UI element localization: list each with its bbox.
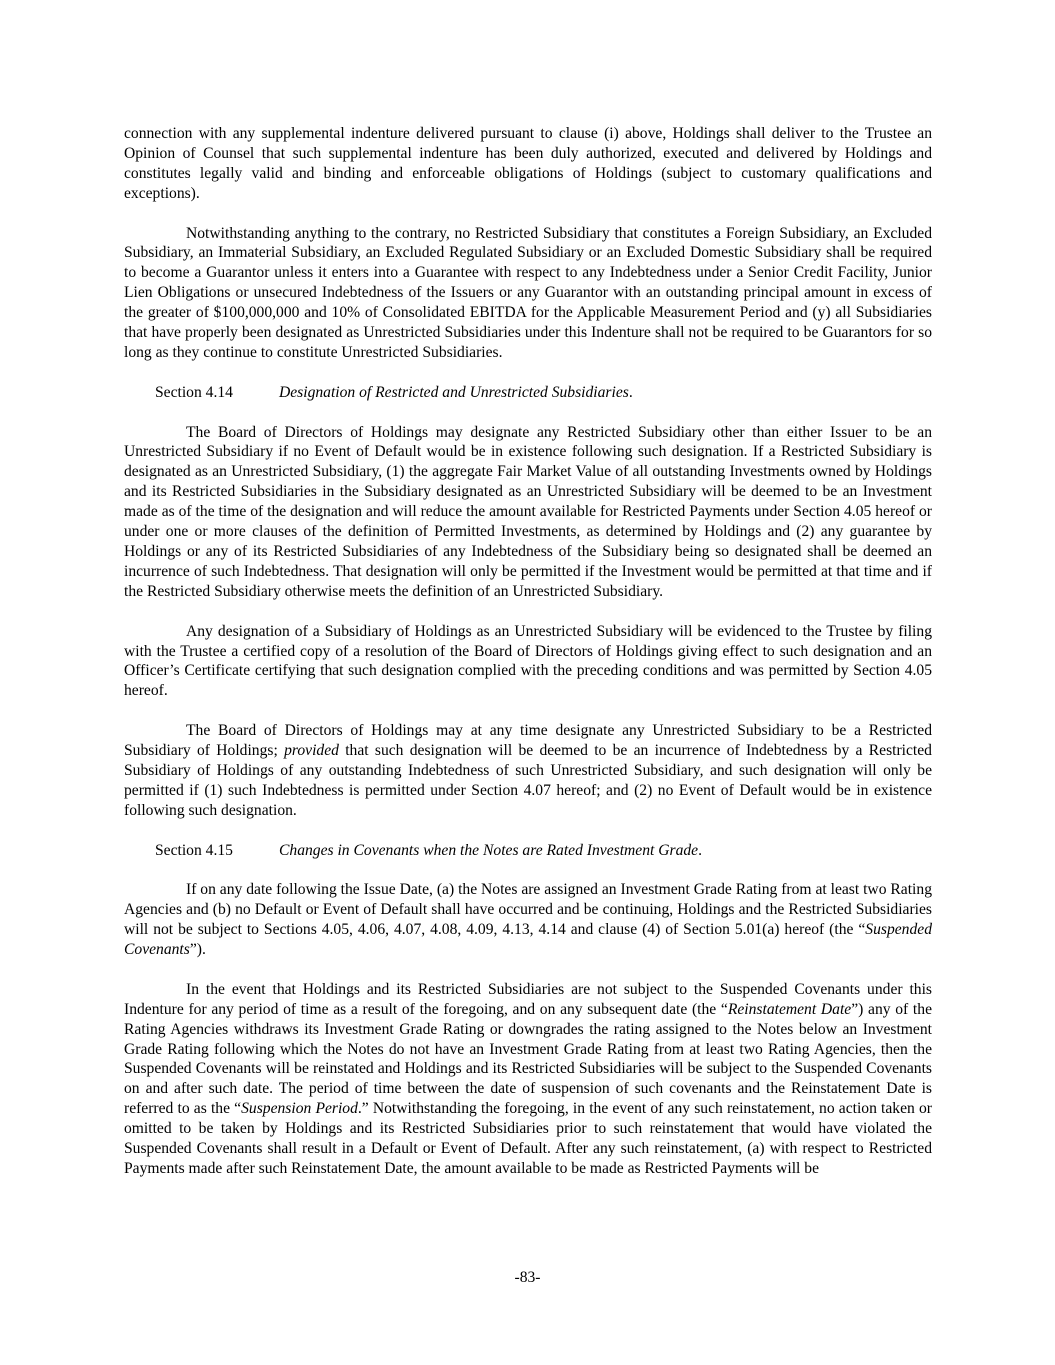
text-run-italic: provided <box>284 742 339 760</box>
text-run: If on any date following the Issue Date, (a) the Notes are assigned an Investment Grade Rating from at least two Rating Agencies and (b) no Default or Event of Default shall have occurred and be continuing, Holdings and the Restricted Subsidiaries will not be subject to Sections 4.05, 4.06, 4.07, 4.08, 4.09, 4.13, 4.14 and clause (4) of Section 5.01(a) hereof (the “ <box>124 881 932 939</box>
paragraph-investment-grade <box>124 880 932 960</box>
text-run-italic: Suspension Period <box>241 1100 358 1118</box>
text-run: The Board of Directors of Holdings may at any time designate any Unrestricted Subsidiary to be a Restricted Subsidiary of Holdings; <box>124 722 932 760</box>
text-run: that such designation will be deemed to be an incurrence of Indebtedness by a Restricted Subsidiary of Holdings of any outstanding Indebtedness of such Unrestricted Subsidiary, and such designation will only be permitted if (1) such Indebtedness is permitted under Section 4.07 hereof; and (2) no Event of Default would be in existence following such designation. <box>124 742 932 819</box>
section-title-punct: . <box>628 383 633 401</box>
text-run: In the event that Holdings and its Restricted Subsidiaries are not subject to the Suspended Covenants under this Indenture for any period of time as a result of the foregoing, and on any subsequent date (the “ <box>124 980 932 1018</box>
section-title-punct: . <box>698 841 702 859</box>
section-heading-4-15 <box>124 841 932 861</box>
section-heading-4-14 <box>124 383 932 403</box>
section-title: Changes in Covenants when the Notes are Rated Investment Grade <box>279 841 699 859</box>
paragraph-board-designation: The Board of Directors of Holdings may designate any Restricted Subsidiary other than either Issuer to be an Unrestricted Subsidiary if no Event of Default would be in existence following such designation. If a Restricted Subsidiary is designated as an Unrestricted Subsidiary, (1) the aggregate Fair Market Value of all outstanding Investments owned by Holdings and its Restricted Subsidiaries in the Subsidiary designated as an Unrestricted Subsidiary will be deemed to be an Investment made as of the time of the designation and will reduce the amount available for Restricted Payments under Section 4.05 hereof or under one or more clauses of the definition of Permitted Investments, as determined by Holdings and (2) any guarantee by Holdings or any of its Restricted Subsidiaries of any Indebtedness of the Subsidiary being so designated shall be deemed an incurrence of such Indebtedness. That designation will only be permitted if the Investment would be permitted at that time and if the Restricted Subsidiary otherwise meets the definition of an Unrestricted Subsidiary. <box>124 423 932 600</box>
section-title: Designation of Restricted and Unrestricted Subsidiaries <box>279 383 629 401</box>
paragraph-designation-evidence: Any designation of a Subsidiary of Holdings as an Unrestricted Subsidiary will be evidenced to the Trustee by filing with the Trustee a certified copy of a resolution of the Board of Directors of Holdings giving effect to such designation and an Officer’s Certificate certifying that such designation complied with the preceding conditions and was permitted by Section 4.05 hereof. <box>124 622 932 700</box>
document-page <box>124 124 932 1199</box>
text-run: .” Notwithstanding the foregoing, in the event of any such reinstatement, no action taken or omitted to be taken by Holdings and its Restricted Subsidiaries prior to such reinstatement that would have violated the Suspended Covenants shall result in a Default or Event of Default. After any such reinstatement, (a) with respect to Restricted Payments made after such Reinstatement Date, the amount available to be made as Restricted Payments will be <box>124 1100 932 1177</box>
section-number: Section 4.15 <box>155 841 233 859</box>
text-run-italic: Reinstatement Date <box>727 1000 852 1018</box>
text-run: ”) any of the Rating Agencies withdraws its Investment Grade Rating or downgrades the rating assigned to the Notes below an Investment Grade Rating following which the Notes do not have an Investment Grade Rating from at least two Rating Agencies, then the Suspended Covenants will be reinstated and Holdings and its Restricted Subsidiaries will be subject to the Suspended Covenants on and after such date. The period of time between the date of suspension of such covenants and the Reinstatement Date is referred to as the “ <box>124 1000 932 1118</box>
paragraph-reinstatement <box>124 980 932 1179</box>
text-run-italic: Suspended Covenants <box>124 921 932 959</box>
paragraph-guarantor-exceptions: Notwithstanding anything to the contrary, no Restricted Subsidiary that constitutes a Foreign Subsidiary, an Excluded Subsidiary, an Immaterial Subsidiary, an Excluded Regulated Subsidiary or an Excluded Domestic Subsidiary shall be required to become a Guarantor unless it enters into a Guarantee with respect to any Indebtedness under a Senior Credit Facility, Junior Lien Obligations or unsecured Indebtedness of the Issuers or any Guarantor with an outstanding principal amount in excess of the greater of $100,000,000 and 10% of Consolidated EBITDA for the Applicable Measurement Period and (y) all Subsidiaries that have properly been designated as Unrestricted Subsidiaries under this Indenture shall not be required to be Guarantors for so long as they continue to constitute Unrestricted Subsidiaries. <box>124 224 932 361</box>
paragraph-redesignation <box>124 721 932 821</box>
section-number: Section 4.14 <box>155 383 233 401</box>
text-run: ”). <box>189 941 206 959</box>
page-number: -83- <box>514 1269 541 1286</box>
paragraph-supplemental-indenture: connection with any supplemental indenture delivered pursuant to clause (i) above, Holdings shall deliver to the Trustee an Opinion of Counsel that such supplemental indenture has been duly authorized, executed and delivered by Holdings and constitutes legally valid and binding and enforceable obligations of Holdings (subject to customary qualifications and exceptions). <box>124 125 932 202</box>
